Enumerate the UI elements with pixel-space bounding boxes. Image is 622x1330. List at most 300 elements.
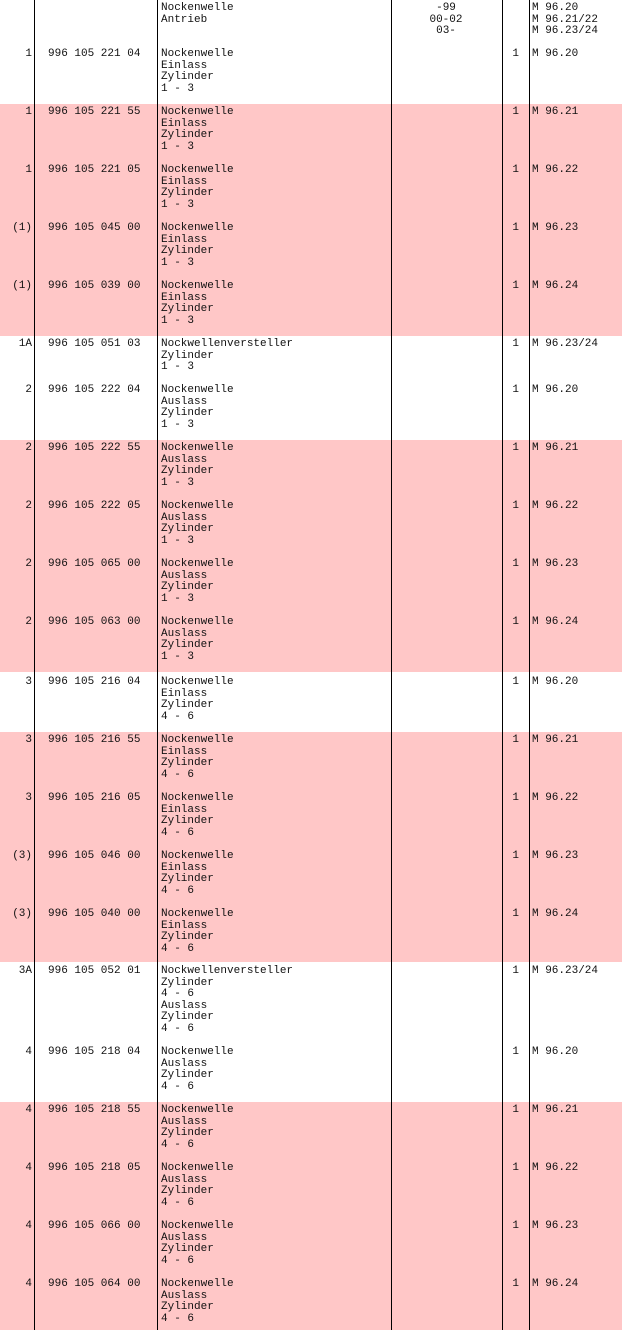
part-number-line: 996 105 221 55 [48,106,141,118]
part-description-line: Auslass [161,999,208,1012]
part-number [48,49,140,61]
engine-remark [532,385,578,397]
part-number-line: 996 105 216 05 [48,792,141,804]
part-description-line: Einlass [161,233,208,246]
part-description-line: Auslass [161,1057,208,1070]
part-description [161,281,234,327]
position-number [0,3,32,15]
part-description-line: Nockenwelle [161,442,234,454]
position-number [0,793,32,805]
part-description-line: Zylinder [161,931,214,944]
part-description-line: Einlass [161,803,208,816]
part-number [48,1047,140,1059]
position-number-line: 1 [25,48,32,60]
part-description-line: Zylinder [161,187,214,200]
part-description-line: Nockenwelle [161,2,234,14]
part-description-line: Nockenwelle [161,280,234,292]
part-number-line: 996 105 040 00 [48,908,141,920]
engine-remark-line: M 96.23 [532,1220,579,1232]
position-number [0,443,32,455]
part-description-line: 4 - 6 [161,1022,195,1035]
position-number-line: 4 [25,1162,32,1174]
quantity [505,165,519,177]
engine-remark [532,851,578,863]
engine-remark-line: M 96.23 [532,222,579,234]
engine-remark-line: M 96.22 [532,500,579,512]
part-number [48,107,140,119]
part-description-line: Einlass [161,117,208,130]
position-number [0,385,32,397]
part-number-line: 996 105 045 00 [48,222,141,234]
part-number [48,165,140,177]
position-number-line: (3) [12,850,32,862]
quantity [505,966,519,978]
quantity-line: 1 [512,164,519,176]
part-description-line: Nockenwelle [161,558,234,570]
part-description-line: Auslass [161,395,208,408]
part-description-line: Nockenwelle [161,222,234,234]
part-number-line: 996 105 221 05 [48,164,141,176]
part-number [48,339,140,351]
engine-remark-line: M 96.24 [532,1278,579,1290]
position-number [0,223,32,235]
part-description-line: Nockenwelle [161,734,234,746]
engine-remark-line: M 96.23 [532,850,579,862]
part-description [161,107,234,153]
quantity [505,107,519,119]
position-number [0,281,32,293]
quantity [505,49,519,61]
position-number-line: (1) [12,280,32,292]
date-range [394,3,498,38]
part-description [161,339,293,374]
position-number [0,617,32,629]
quantity [505,793,519,805]
part-description [161,1279,234,1325]
part-description-line: 1 - 3 [161,418,195,431]
quantity-line: 1 [512,1162,519,1174]
quantity [505,1163,519,1175]
position-number [0,1279,32,1291]
part-description-line: 1 - 3 [161,361,195,374]
position-number [0,909,32,921]
part-description-line: Nockenwelle [161,1278,234,1290]
part-description-line: Nockenwelle [161,106,234,118]
part-description-line: Zylinder [161,1185,214,1198]
engine-remark [532,49,578,61]
position-number [0,501,32,513]
part-description-line: Zylinder [161,815,214,828]
part-description [161,559,234,605]
engine-remark-line: M 96.20 [532,2,579,14]
position-number-line: 3A [18,965,32,977]
date-range-line: -99 [436,2,456,14]
quantity [505,851,519,863]
part-description-line: Zylinder [161,407,214,420]
quantity-line: 1 [512,965,519,977]
position-number-line: 4 [25,1278,32,1290]
part-description-line: Einlass [161,861,208,874]
part-description-line: Auslass [161,511,208,524]
part-description-line: Zylinder [161,245,214,258]
part-description-line: Einlass [161,687,208,700]
part-description-line: 1 - 3 [161,534,195,547]
part-description-line: Zylinder [161,1011,214,1024]
part-number [48,281,140,293]
part-description-line: Nockenwelle [161,1162,234,1174]
quantity-line: 1 [512,384,519,396]
part-number-line: 996 105 065 00 [48,558,141,570]
part-description-line: 1 - 3 [161,650,195,663]
position-number [0,49,32,61]
part-number [48,1221,140,1233]
part-description-line: Nockwellenversteller [161,338,294,350]
part-description-line: Zylinder [161,1127,214,1140]
part-number-line: 996 105 216 04 [48,676,141,688]
quantity-line: 1 [512,442,519,454]
engine-remark-line: M 96.24 [532,616,579,628]
position-number-line: 2 [25,558,32,570]
quantity [505,223,519,235]
part-description [161,223,234,269]
part-description-line: 4 - 6 [161,1254,195,1267]
part-description-line: Nockenwelle [161,792,234,804]
position-number [0,1221,32,1233]
engine-remark [532,1105,578,1117]
part-description-line: 4 - 6 [161,826,195,839]
part-description-line: Zylinder [161,129,214,142]
engine-remark [532,165,578,177]
part-number-line: 996 105 222 04 [48,384,141,396]
quantity [505,735,519,747]
part-description-line: 1 - 3 [161,198,195,211]
part-number [48,909,140,921]
part-description-line: Einlass [161,919,208,932]
position-number-line: 2 [25,442,32,454]
engine-remark-line: M 96.21 [532,106,579,118]
position-number-line: 1 [25,164,32,176]
part-number [48,223,140,235]
quantity-line: 1 [512,908,519,920]
part-description [161,677,234,723]
part-description-line: Einlass [161,291,208,304]
part-number-line: 996 105 063 00 [48,616,141,628]
engine-remark-line: M 96.21 [532,1104,579,1116]
part-number [48,966,140,978]
part-description [161,966,293,1036]
part-number [48,501,140,513]
part-description-line: Nockenwelle [161,384,234,396]
quantity-line: 1 [512,558,519,570]
engine-remark-line: M 96.22 [532,164,579,176]
quantity [505,617,519,629]
quantity-line: 1 [512,48,519,60]
part-description-line: Einlass [161,175,208,188]
position-number-line: (3) [12,908,32,920]
quantity [505,1047,519,1059]
quantity-line: 1 [512,850,519,862]
quantity [505,1221,519,1233]
engine-remark-line: M 96.22 [532,792,579,804]
part-description [161,1047,234,1093]
engine-remark [532,735,578,747]
engine-remark-line: M 96.21 [532,442,579,454]
quantity [505,281,519,293]
part-description-line: Zylinder [161,349,214,362]
position-number [0,1163,32,1175]
engine-remark-line: M 96.20 [532,676,579,688]
part-description-line: Zylinder [161,465,214,478]
engine-remark-line: M 96.23/24 [532,965,599,977]
position-number-line: 3 [25,792,32,804]
part-description-line: Einlass [161,745,208,758]
part-description-line: Nockwellenversteller [161,965,294,977]
part-description-line: Zylinder [161,71,214,84]
part-description-line: 4 - 6 [161,1080,195,1093]
position-number-line: 1 [25,106,32,118]
part-number-line: 996 105 064 00 [48,1278,141,1290]
part-description [161,385,234,431]
engine-remark [532,617,578,629]
quantity-line: 1 [512,1220,519,1232]
part-description-line: 4 - 6 [161,1312,195,1325]
part-description-line: Nockenwelle [161,48,234,60]
part-description-line: Zylinder [161,757,214,770]
part-description-line: Zylinder [161,1243,214,1256]
part-description-line: Zylinder [161,873,214,886]
quantity-line [505,3,519,15]
position-number-line: 3 [25,734,32,746]
quantity-line: 1 [512,280,519,292]
part-description-line: Antrieb [161,13,208,26]
engine-remark [532,1163,578,1175]
part-description-line: Zylinder [161,581,214,594]
part-description [161,49,234,95]
part-number-line: 996 105 216 55 [48,734,141,746]
quantity [505,3,519,15]
part-description-line: 1 - 3 [161,256,195,269]
engine-remark [532,339,598,351]
position-number [0,851,32,863]
column-divider-date [502,0,503,1330]
part-description-line: 4 - 6 [161,710,195,723]
part-description-line: Auslass [161,1231,208,1244]
position-number-line [0,3,32,15]
engine-remark-line: M 96.21/22 [532,13,599,26]
part-description-line: 4 - 6 [161,1196,195,1209]
quantity [505,443,519,455]
part-description-line: Auslass [161,1115,208,1128]
position-number [0,339,32,351]
part-number [48,1279,140,1291]
part-number [48,851,140,863]
position-number [0,559,32,571]
part-description [161,1221,234,1267]
part-description-line: Zylinder [161,1069,214,1082]
engine-remark-line: M 96.20 [532,48,579,60]
quantity-line: 1 [512,338,519,350]
part-description-line: 4 - 6 [161,768,195,781]
part-description-line: 1 - 3 [161,476,195,489]
engine-remark [532,559,578,571]
quantity [505,385,519,397]
position-number [0,677,32,689]
part-number [48,793,140,805]
date-range-line: 03- [436,25,456,38]
engine-remark [532,966,598,978]
engine-remark [532,793,578,805]
part-number [48,1105,140,1117]
part-description-line: Nockenwelle [161,616,234,628]
part-description-line: Nockenwelle [161,500,234,512]
part-number-line: 996 105 222 05 [48,500,141,512]
quantity-line: 1 [512,676,519,688]
part-description-line: Auslass [161,627,208,640]
part-description [161,443,234,489]
part-number [48,559,140,571]
part-description-line: Nockenwelle [161,850,234,862]
part-description-line: Einlass [161,59,208,72]
position-number-line: 2 [25,384,32,396]
part-description [161,165,234,211]
part-number [48,443,140,455]
part-description-line: Auslass [161,569,208,582]
part-number [48,677,140,689]
part-description [161,501,234,547]
quantity-line: 1 [512,1278,519,1290]
quantity [505,1279,519,1291]
engine-remark-line: M 96.20 [532,1046,579,1058]
part-description-line: Zylinder [161,639,214,652]
part-number [48,617,140,629]
position-number [0,165,32,177]
quantity-line: 1 [512,616,519,628]
part-number-line: 996 105 051 03 [48,338,141,350]
part-description-line: Nockenwelle [161,1046,234,1058]
part-number-line: 996 105 218 05 [48,1162,141,1174]
part-number-line: 996 105 066 00 [48,1220,141,1232]
quantity-line: 1 [512,106,519,118]
position-number-line: 2 [25,616,32,628]
quantity-line: 1 [512,734,519,746]
part-description-line: Nockenwelle [161,1104,234,1116]
position-number [0,1047,32,1059]
part-number-line: 996 105 046 00 [48,850,141,862]
engine-remark [532,501,578,513]
part-description-line: Nockenwelle [161,164,234,176]
part-number-line: 996 105 222 55 [48,442,141,454]
engine-remark [532,443,578,455]
part-description [161,909,234,955]
quantity [505,501,519,513]
part-description-line: Nockenwelle [161,908,234,920]
part-number [48,1163,140,1175]
position-number-line: 3 [25,676,32,688]
engine-remark [532,223,578,235]
quantity [505,559,519,571]
engine-remark [532,3,598,38]
part-description-line: Zylinder [161,523,214,536]
position-number-line: (1) [12,222,32,234]
engine-remark [532,677,578,689]
part-description-line: Zylinder [161,976,214,989]
part-number-line: 996 105 052 01 [48,965,141,977]
column-divider-qty [529,0,530,1330]
part-description [161,1105,234,1151]
part-description [161,735,234,781]
engine-remark-line: M 96.24 [532,280,579,292]
engine-remark [532,909,578,921]
date-range-line: 00-02 [429,13,463,26]
engine-remark [532,1279,578,1291]
part-description-line: Nockenwelle [161,676,234,688]
engine-remark [532,281,578,293]
part-description-line: 1 - 3 [161,314,195,327]
position-number [0,735,32,747]
quantity-line: 1 [512,792,519,804]
quantity-line: 1 [512,1104,519,1116]
part-description-line: 1 - 3 [161,592,195,605]
engine-remark-line: M 96.23/24 [532,25,599,38]
part-description-line: Auslass [161,453,208,466]
position-number [0,107,32,119]
part-description-line: 1 - 3 [161,82,195,95]
part-description [161,617,234,663]
part-number-line: 996 105 039 00 [48,280,141,292]
engine-remark-line: M 96.21 [532,734,579,746]
part-description-line: Nockenwelle [161,1220,234,1232]
engine-remark-line: M 96.23 [532,558,579,570]
part-number [48,735,140,747]
engine-remark-line: M 96.24 [532,908,579,920]
quantity-line: 1 [512,222,519,234]
part-description [161,793,234,839]
part-number-line: 996 105 218 55 [48,1104,141,1116]
part-number-line: 996 105 221 04 [48,48,141,60]
position-number [0,966,32,978]
position-number-line: 1A [18,338,32,350]
column-divider-pos [34,0,35,1330]
part-description [161,851,234,897]
part-description [161,3,234,26]
part-description-line: Auslass [161,1289,208,1302]
position-number-line: 4 [25,1104,32,1116]
quantity [505,1105,519,1117]
engine-remark [532,107,578,119]
position-number [0,1105,32,1117]
quantity-line: 1 [512,1046,519,1058]
column-divider-part [157,0,158,1330]
engine-remark [532,1221,578,1233]
engine-remark [532,1047,578,1059]
part-description-line: Zylinder [161,699,214,712]
part-description-line: Zylinder [161,303,214,316]
position-number-line: 4 [25,1046,32,1058]
quantity [505,339,519,351]
part-description [161,1163,234,1209]
quantity [505,909,519,921]
part-number [48,385,140,397]
part-description-line: Zylinder [161,1301,214,1314]
part-description-line: 1 - 3 [161,140,195,153]
quantity-line: 1 [512,500,519,512]
part-description-line: Auslass [161,1173,208,1186]
position-number-line: 2 [25,500,32,512]
quantity [505,677,519,689]
engine-remark-line: M 96.22 [532,1162,579,1174]
part-description-line: 4 - 6 [161,988,195,1001]
position-number-line: 4 [25,1220,32,1232]
